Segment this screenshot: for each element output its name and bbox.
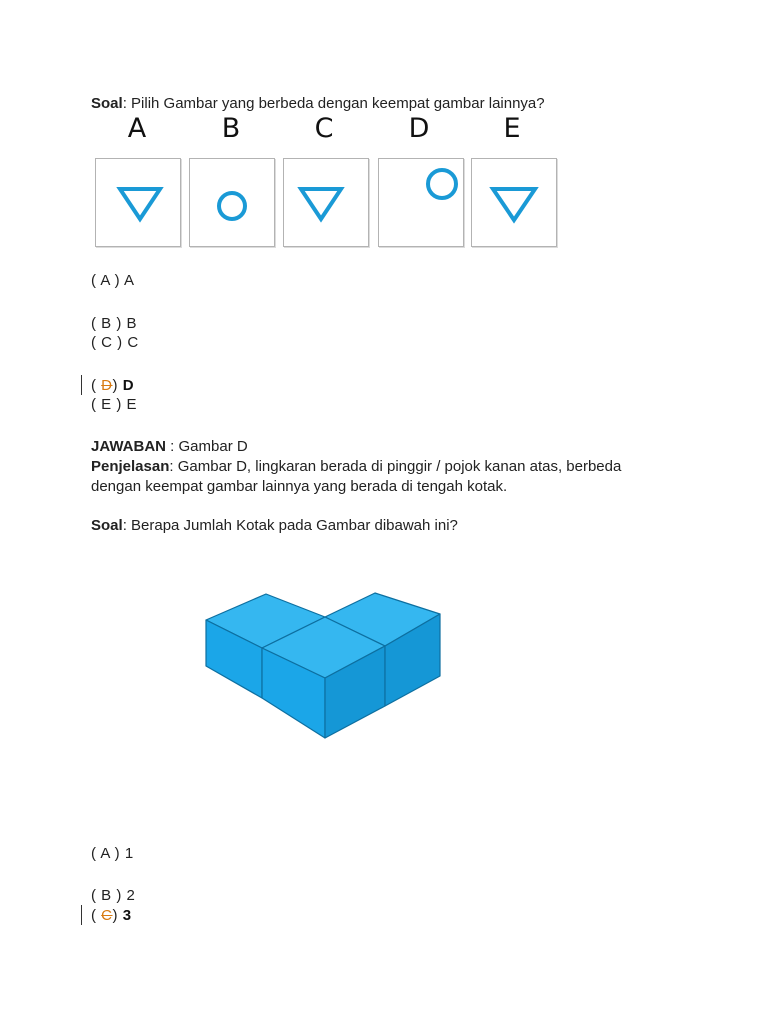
explanation-text: : Gambar D, lingkaran berada di pinggir / pojok kanan atas, berbeda [169, 458, 622, 475]
cube-figure [200, 588, 445, 743]
question-text: : Pilih Gambar yang berbeda dengan keempat gambar lainnya? [122, 95, 545, 112]
figure-letter-b: B [221, 113, 241, 144]
text-cursor [81, 375, 82, 395]
triangle-down-icon [96, 159, 180, 246]
circle-icon [190, 159, 274, 246]
text-cursor [81, 905, 82, 925]
figure-box-c [283, 158, 369, 247]
question-label: Soal [91, 517, 123, 534]
selected-answer: D [122, 377, 135, 394]
option-d-selected[interactable]: ( D) D [91, 377, 135, 394]
figure-letter-d: D [408, 113, 430, 144]
question-2-prompt [91, 516, 458, 535]
triangle-down-icon [284, 159, 368, 246]
option-b[interactable]: ( B ) 2 [91, 887, 136, 904]
answer-label: JAWABAN [91, 438, 167, 455]
option-c-selected[interactable]: ( C) 3 [91, 907, 132, 924]
figure-box-a [95, 158, 181, 247]
option-c[interactable]: ( C ) C [91, 334, 139, 351]
figure-letter-a: A [127, 113, 147, 144]
figure-box-d [378, 158, 464, 247]
option-a[interactable]: ( A ) 1 [91, 845, 134, 862]
figure-box-e [471, 158, 557, 247]
figure-letter-e: E [503, 113, 521, 144]
question-1-prompt [91, 94, 545, 113]
triangle-down-icon [472, 159, 556, 246]
question-label: Soal [91, 95, 123, 112]
question-text: : Berapa Jumlah Kotak pada Gambar dibawah ini? [122, 517, 458, 534]
struck-letter: D [101, 377, 113, 394]
figure-letter-c: C [314, 113, 334, 144]
struck-letter: C [101, 907, 113, 924]
option-e[interactable]: ( E ) E [91, 396, 138, 413]
explanation-line-1 [91, 457, 621, 476]
explanation-line-2: dengan keempat gambar lainnya yang berada di tengah kotak. [91, 478, 508, 495]
answer-text: : Gambar D [166, 438, 248, 455]
selected-answer: 3 [122, 907, 132, 924]
option-b[interactable]: ( B ) B [91, 315, 138, 332]
option-a[interactable]: ( A ) A [91, 272, 135, 289]
answer-line [91, 437, 248, 456]
figure-box-b [189, 158, 275, 247]
circle-icon [379, 159, 463, 246]
explanation-label: Penjelasan [91, 458, 170, 475]
